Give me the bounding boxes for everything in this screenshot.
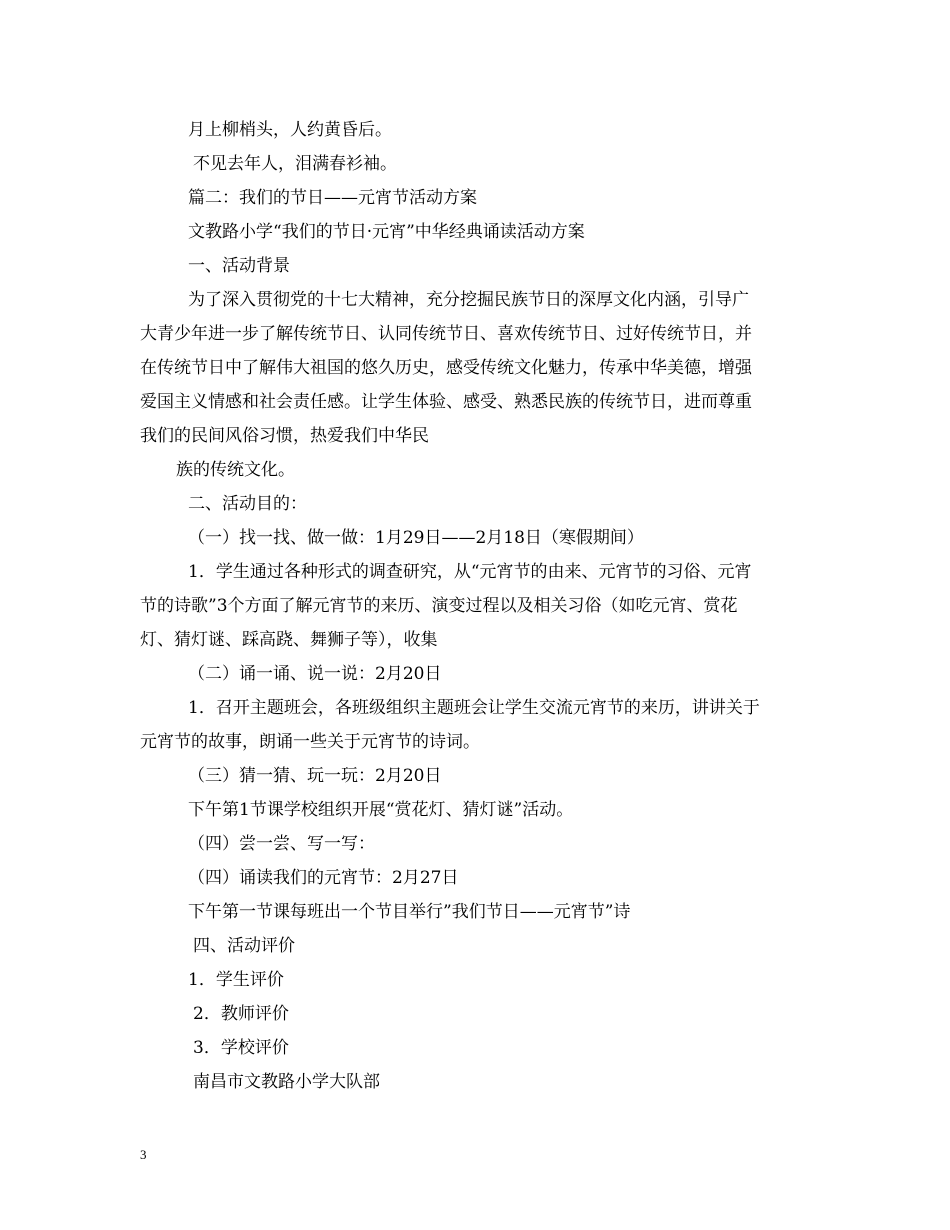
- subheading-4a: （四）尝一尝、写一写：: [188, 834, 375, 854]
- list-item: 1．学生评价: [188, 970, 284, 990]
- subheading-1: （一）找一找、做一做：1月29日——2月18日（寒假期间）: [188, 528, 644, 548]
- paragraph-line: 1．学生通过各种形式的调查研究，从“元宵节的由来、元宵节的习俗、元宵: [188, 562, 752, 582]
- paragraph-line: 1．召开主题班会，各班级组织主题班会让学生交流元宵节的来历，讲讲关于: [188, 698, 760, 718]
- heading-evaluation: 四、活动评价: [193, 936, 295, 956]
- list-item: 3．学校评价: [193, 1038, 289, 1058]
- paragraph-line: 族的传统文化。: [176, 460, 295, 480]
- page-number: 3: [140, 1147, 147, 1162]
- subheading-2: （二）诵一诵、说一说：2月20日: [188, 664, 442, 684]
- plan-title: 文教路小学“我们的节日·元宵”中华经典诵读活动方案: [188, 222, 585, 242]
- section-title: 篇二：我们的节日——元宵节活动方案: [188, 188, 477, 208]
- paragraph-line: 我们的民间风俗习惯，热爱我们中华民: [140, 426, 429, 446]
- list-item: 2．教师评价: [193, 1004, 289, 1024]
- subheading-4b: （四）诵读我们的元宵节：2月27日: [188, 868, 459, 888]
- heading-purpose: 二、活动目的：: [188, 494, 307, 514]
- paragraph-line: 下午第1节课学校组织开展“赏花灯、猜灯谜”活动。: [188, 800, 574, 820]
- paragraph-line: 爱国主义情感和社会责任感。让学生体验、感受、熟悉民族的传统节日，进而尊重: [140, 392, 752, 412]
- poem-line-1: 月上柳梢头，人约黄昏后。: [188, 120, 392, 140]
- paragraph-line: 大青少年进一步了解传统节日、认同传统节日、喜欢传统节日、过好传统节日，并: [140, 324, 752, 344]
- paragraph-line: 为了深入贯彻党的十七大精神，充分挖掘民族节日的深厚文化内涵，引导广: [188, 290, 749, 310]
- signature-org: 南昌市文教路小学大队部: [193, 1072, 380, 1092]
- paragraph-line: 灯、猜灯谜、踩高跷、舞狮子等），收集: [140, 630, 438, 650]
- heading-background: 一、活动背景: [188, 256, 290, 276]
- poem-line-2: 不见去年人，泪满春衫袖。: [193, 154, 397, 174]
- paragraph-line: 节的诗歌”3个方面了解元宵节的来历、演变过程以及相关习俗（如吃元宵、赏花: [140, 596, 738, 616]
- paragraph-line: 元宵节的故事，朗诵一些关于元宵节的诗词。: [140, 732, 480, 752]
- subheading-3: （三）猜一猜、玩一玩：2月20日: [188, 766, 442, 786]
- paragraph-line: 下午第一节课每班出一个节目举行”我们节日——元宵节”诗: [188, 902, 631, 922]
- paragraph-line: 在传统节日中了解伟大祖国的悠久历史，感受传统文化魅力，传承中华美德，增强: [140, 358, 752, 378]
